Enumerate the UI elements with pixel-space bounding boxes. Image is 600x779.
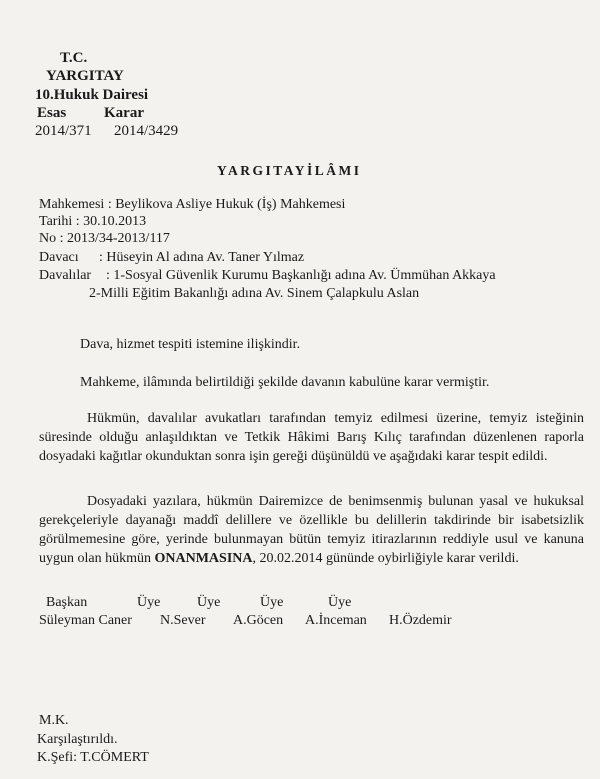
footer-chief-clerk: K.Şefi: T.CÖMERT	[37, 750, 149, 765]
signature-uye2-name: A.Göcen	[233, 613, 284, 628]
signature-uye1-name: N.Sever	[160, 613, 206, 628]
header-karar-label: Karar	[104, 105, 144, 121]
case-date: Tarihi : 30.10.2013	[39, 214, 147, 229]
header-court: YARGITAY	[46, 68, 124, 84]
signature-uye3-title: Üye	[260, 595, 284, 610]
paragraph-4-pre: Dosyadaki yazılara, hükmün Dairemizce de benimsenmiş bulunan yasal ve hukuksal gerekçeleriyle dayanağı maddî delillere ve özellikle bu delillerin takdirinde bir isabetsizlik görülmemesine göre, yerinde bulunmayan bütün temyiz itirazlarının reddiyle usul ve kanuna uygun olan hükmün	[39, 494, 584, 566]
footer-compared: Karşılaştırıldı.	[37, 732, 118, 747]
header-esas-label: Esas	[37, 105, 67, 121]
paragraph-4-decision: ONANMASINA	[154, 551, 253, 566]
plaintiff-label: Davacı	[39, 250, 79, 265]
signature-uye1-title: Üye	[137, 595, 161, 610]
paragraph-4-post: , 20.02.2014 gününde oybirliğiyle karar verildi.	[252, 551, 519, 566]
plaintiff-value: : Hüseyin Al adına Av. Taner Yılmaz	[99, 250, 305, 265]
header-esas-no: 2014/371	[35, 123, 92, 139]
signature-uye3-name: A.İnceman	[305, 613, 367, 628]
header-tc: T.C.	[60, 50, 88, 66]
header-karar-no: 2014/3429	[114, 123, 179, 139]
defendant-1: : 1-Sosyal Güvenlik Kurumu Başkanlığı adına Av. Ümmühan Akkaya	[106, 268, 496, 283]
paragraph-3-text: Hükmün, davalılar avukatları tarafından temyiz edilmesi üzerine, temyiz isteğinin süresinde olduğu anlaşıldıktan ve Tetkik Hâkimi Barış Kılıç tarafından düzenlenen raporla dosyadaki kağıtlar okunduktan sonra işin gereği düşünüldü ve aşağıdaki karar tespit edildi.	[39, 411, 584, 464]
header-chamber: 10.Hukuk Dairesi	[35, 87, 149, 103]
footer-mk: M.K.	[39, 713, 69, 728]
paragraph-2: Mahkeme, ilâmında belirtildiği şekilde davanın kabulüne karar vermiştir.	[80, 375, 490, 390]
signature-uye2-title: Üye	[197, 595, 221, 610]
paragraph-1: Dava, hizmet tespiti istemine ilişkindir.	[80, 337, 301, 352]
defendant-2: 2-Milli Eğitim Bakanlığı adına Av. Sinem Çalapkulu Aslan	[89, 286, 420, 301]
defendants-label: Davalılar	[39, 268, 92, 283]
case-court: Mahkemesi : Beylikova Asliye Hukuk (İş) Mahkemesi	[39, 197, 346, 212]
paragraph-3	[39, 409, 584, 466]
signature-uye4-name: H.Özdemir	[389, 613, 452, 628]
signature-uye4-title: Üye	[328, 595, 352, 610]
case-number: No : 2013/34-2013/117	[39, 231, 170, 246]
document-title: YARGITAYİLÂMI	[217, 163, 362, 178]
paragraph-4	[39, 492, 584, 568]
signature-baskan-title: Başkan	[46, 595, 88, 610]
signature-baskan-name: Süleyman Caner	[39, 613, 132, 628]
